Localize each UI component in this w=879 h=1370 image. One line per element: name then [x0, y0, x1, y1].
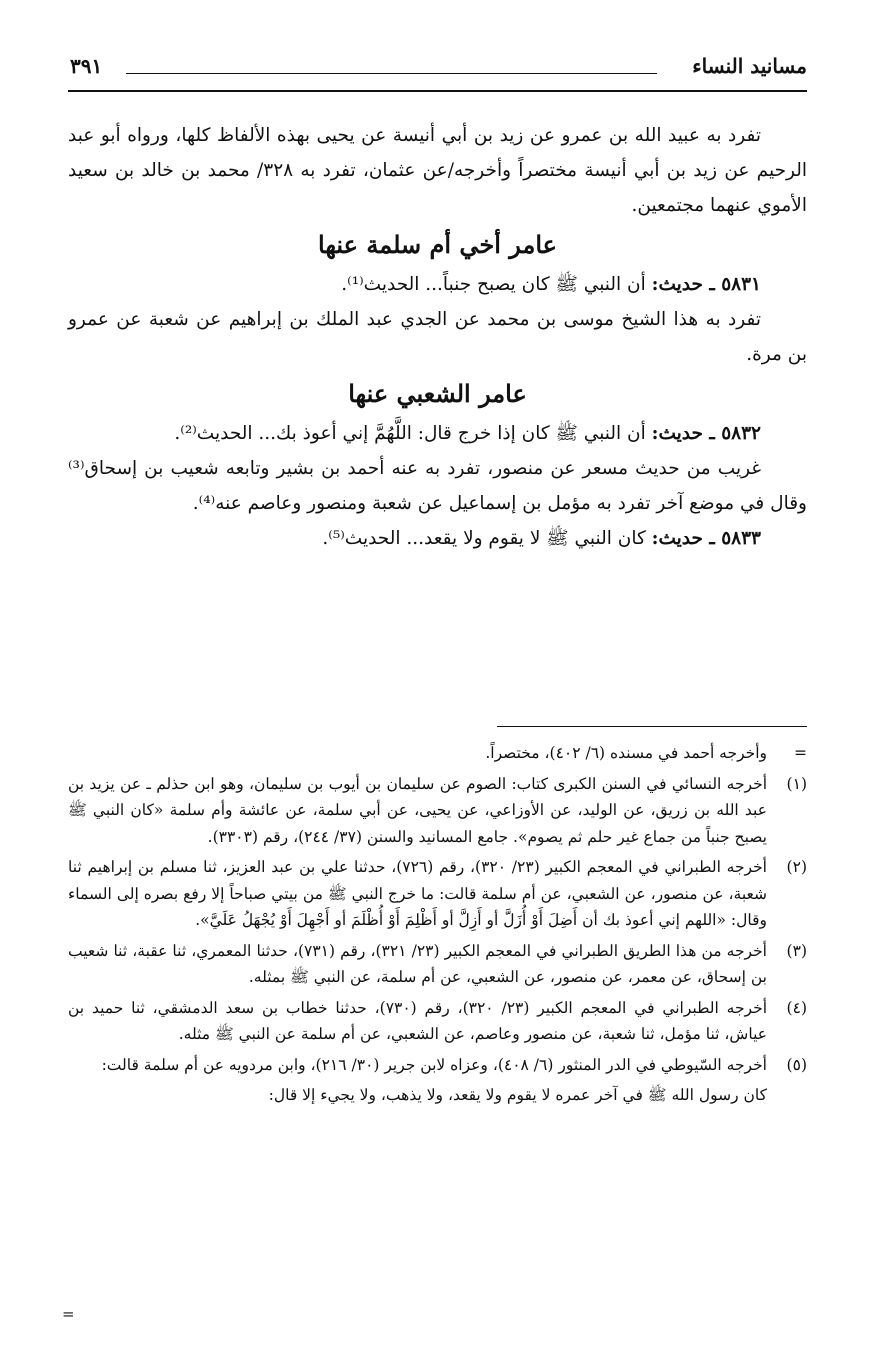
running-header [68, 54, 807, 94]
footnote-text: أخرجه السّيوطي في الدر المنثور (٦/ ٤٠٨)، وعزاه لابن جرير (٣٠/ ٢١٦)، وابن مردويه عن أم سلمة قالت: [101, 1055, 767, 1074]
hadith-text: أن النبي ﷺ كان إذا خرج قال: اللَّهُمَّ إني أعوذ بك... الحديث⁽²⁾. [174, 423, 646, 444]
book-title: مسانيد النساء [692, 54, 807, 78]
footnote-number: (٤) [786, 998, 807, 1017]
hadith-number: ٥٨٣١ ـ حديث: [651, 274, 761, 295]
section-heading-1: عامر أخي أم سلمة عنها [318, 230, 557, 259]
book-page [62, 0, 807, 1370]
footnotes [68, 740, 807, 1113]
footnote-2 [68, 854, 807, 934]
footnote-text: أخرجه الطبراني في المعجم الكبير (٢٣/ ٣٢٠)، رقم (٧٢٦)، حدثنا علي بن عبد العزيز، ثنا مسلم بن إبراهيم ثنا شعبة، عن منصور، عن الشعبي، عن أم سلمة قالت: ما خرج النبي ﷺ من بيتي صباحاً إلا رفع بصره إلى السماء وقال: «اللهم إني أعوذ بك أن أَضِلَ أَوْ أُزَلَّ أو أَزِلَّ أو أَظْلِمَ أَوْ أُظْلَمَ أو أَجْهِلَ أَوْ يُجْهَلُ عَلَيَّ». [68, 858, 767, 929]
continued-mark: = [62, 1305, 75, 1323]
footnote-1 [68, 771, 807, 851]
footnote-5-continued [68, 1082, 807, 1109]
footnote-number: (٥) [786, 1055, 807, 1074]
footnote-number: (٢) [786, 858, 807, 876]
footnote-continuation [68, 740, 807, 767]
paragraph-2: تفرد به هذا الشيخ موسى بن محمد عن الجدي عبد الملك بن إبراهيم عن شعبة عن عمرو بن مرة. [68, 309, 807, 365]
footnote-text: أخرجه النسائي في السنن الكبرى كتاب: الصوم عن سليمان بن أيوب بن سليمان، وهو ابن حذلم ـ عن يزيد بن عبد الله بن زريق، عن الوليد، عن الأوزاعي، عن يحيى، عن أبي سلمة، عن عائشة وأم سلمة «كان النبي ﷺ يصبح جنباً من جماع غير حلم ثم يصوم». جامع المسانيد والسنن (٣٧/ ٢٤٤)، رقم (٣٣٠٣). [68, 774, 767, 846]
hadith-5831 [68, 267, 807, 302]
hadith-5832 [68, 416, 807, 451]
hadith-5833 [68, 521, 807, 556]
page-number: ٣٩١ [70, 54, 103, 78]
header-underline [68, 90, 807, 92]
footnote-text: وأخرجه أحمد في مسنده (٦/ ٤٠٢)، مختصراً. [485, 744, 767, 762]
main-text [68, 118, 807, 556]
footnote-text: أخرجه من هذا الطريق الطبراني في المعجم الكبير (٢٣/ ٣٢١)، رقم (٧٣١)، حدثنا المعمري، ثنا عقبة، ثنا شعيب بن إسحاق، عن معمر، عن منصور، عن الشعبي، عن أم سلمة، عن النبي ﷺ بمثله. [68, 941, 767, 986]
footnote-number: (١) [786, 774, 807, 793]
footnote-4 [68, 995, 807, 1048]
footnote-number: (٣) [786, 941, 807, 960]
hadith-text: كان النبي ﷺ لا يقوم ولا يقعد... الحديث⁽⁵⁾. [322, 528, 646, 549]
section-heading-2: عامر الشعبي عنها [348, 379, 527, 408]
hadith-number: ٥٨٣٢ ـ حديث: [651, 423, 761, 444]
continuation-mark: = [794, 744, 807, 762]
footnote-5 [68, 1052, 807, 1079]
header-rule [126, 73, 657, 74]
paragraph-3: غريب من حديث مسعر عن منصور، تفرد به عنه أحمد بن بشير وتابعه شعيب بن إسحاق⁽³⁾ وقال في موضع آخر تفرد به مؤمل بن إسماعيل عن شعبة ومنصور وعاصم عنه⁽⁴⁾. [68, 458, 807, 514]
footnote-3 [68, 938, 807, 991]
paragraph-1: تفرد به عبيد الله بن عمرو عن زيد بن أبي أنيسة عن يحيى بهذه الألفاظ كلها، ورواه أبو عبد الرحيم عن زيد بن أبي أنيسة مختصراً وأخرجه/عن عثمان، تفرد به ٣٢٨/ محمد بن خالد بن سعيد الأموي عنهما مجتمعين. [68, 125, 807, 216]
hadith-number: ٥٨٣٣ ـ حديث: [651, 528, 761, 549]
footnote-text: كان رسول الله ﷺ في آخر عمره لا يقوم ولا يقعد، ولا يذهب، ولا يجيء إلا قال: [268, 1086, 767, 1104]
footnote-separator [497, 726, 807, 727]
hadith-text: أن النبي ﷺ كان يصبح جنباً... الحديث⁽¹⁾. [341, 274, 646, 295]
footnote-text: أخرجه الطبراني في المعجم الكبير (٢٣/ ٣٢٠)، رقم (٧٣٠)، حدثنا خطاب بن سعد الدمشقي، ثنا حميد بن عياش، ثنا مؤمل، ثنا شعبة، عن منصور وعاصم، عن الشعبي، عن أم سلمة عن النبي ﷺ مثله. [68, 998, 767, 1043]
